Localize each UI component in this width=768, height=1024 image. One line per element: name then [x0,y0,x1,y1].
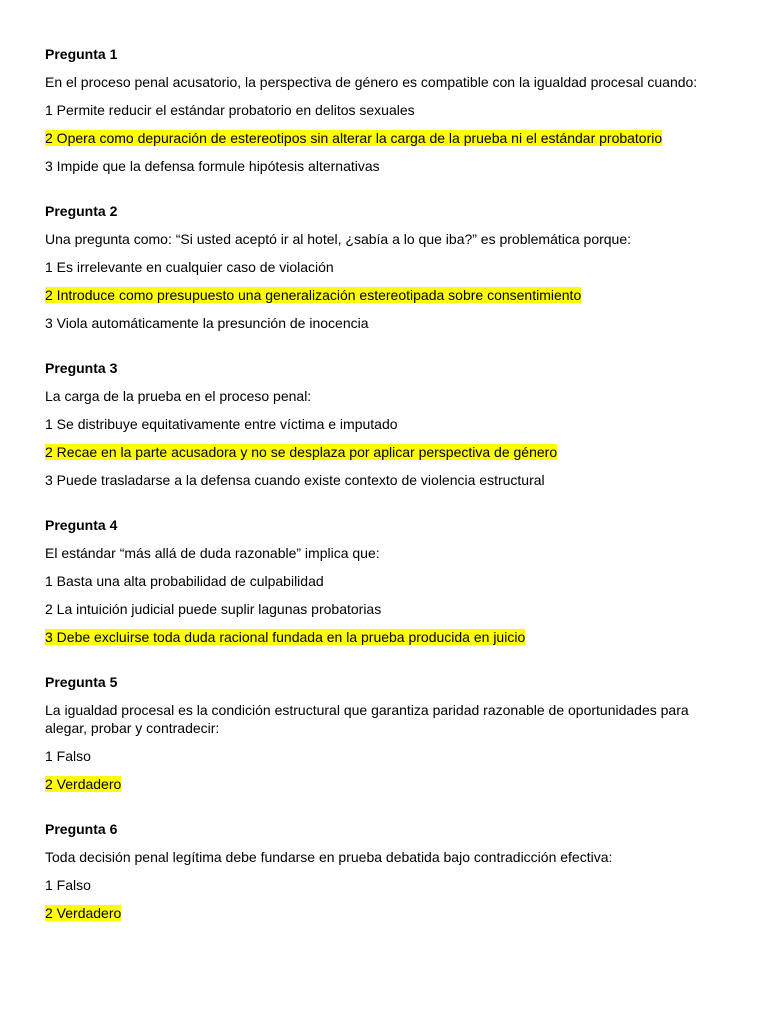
question-title: Pregunta 4 [45,517,118,533]
answer-option-label: 3 Puede trasladarse a la defensa cuando existe contexto de violencia estructural [45,472,545,488]
answer-option-label: 2 Verdadero [45,776,122,792]
answer-option-label: 1 Es irrelevante en cualquier caso de violación [45,259,334,275]
answer-option-label: 2 Introduce como presupuesto una generalización estereotipada sobre consentimiento [45,287,582,303]
question-text: Una pregunta como: “Si usted aceptó ir al hotel, ¿sabía a lo que iba?” es problemática porque: [45,231,632,247]
question-title: Pregunta 2 [45,203,118,219]
answer-option [45,415,715,433]
answer-option-label: 3 Viola automáticamente la presunción de inocencia [45,315,369,331]
question-block [45,359,715,489]
question-block [45,202,715,332]
answer-option-label: 1 Falso [45,877,91,893]
question-text: El estándar “más allá de duda razonable” implica que: [45,545,380,561]
answer-option-label: 1 Se distribuye equitativamente entre víctima e imputado [45,416,398,432]
answer-option-correct [45,443,715,461]
question-text: La igualdad procesal es la condición estructural que garantiza paridad razonable de oportunidades para alegar, probar y contradecir: [45,702,689,736]
question-title: Pregunta 6 [45,821,118,837]
answer-option-correct [45,904,715,922]
answer-option [45,314,715,332]
answer-option [45,572,715,590]
answer-option-correct [45,775,715,793]
question-title: Pregunta 3 [45,360,118,376]
answer-option [45,600,715,618]
question-block [45,45,715,175]
question-text: La carga de la prueba en el proceso penal: [45,388,312,404]
question-text: Toda decisión penal legítima debe fundarse en prueba debatida bajo contradicción efectiva: [45,849,613,865]
answer-option [45,101,715,119]
question-block [45,820,715,922]
answer-option-correct [45,129,715,147]
answer-option-correct [45,628,715,646]
answer-option-label: 1 Basta una alta probabilidad de culpabilidad [45,573,324,589]
answer-option-label: 2 Recae en la parte acusadora y no se desplaza por aplicar perspectiva de género [45,444,558,460]
question-block [45,516,715,646]
question-title: Pregunta 1 [45,46,118,62]
answer-option [45,747,715,765]
answer-option-label: 2 La intuición judicial puede suplir lagunas probatorias [45,601,382,617]
question-text: En el proceso penal acusatorio, la perspectiva de género es compatible con la igualdad procesal cuando: [45,74,698,90]
answer-option-label: 2 Verdadero [45,905,122,921]
question-title: Pregunta 5 [45,674,118,690]
answer-option-label: 3 Debe excluirse toda duda racional fundada en la prueba producida en juicio [45,629,526,645]
answer-option-label: 2 Opera como depuración de estereotipos sin alterar la carga de la prueba ni el estándar probatorio [45,130,663,146]
document-page [45,45,715,949]
answer-option-label: 1 Permite reducir el estándar probatorio en delitos sexuales [45,102,415,118]
answer-option [45,258,715,276]
answer-option [45,157,715,175]
answer-option-label: 1 Falso [45,748,91,764]
answer-option-label: 3 Impide que la defensa formule hipótesis alternativas [45,158,380,174]
answer-option-correct [45,286,715,304]
question-block [45,673,715,793]
answer-option [45,471,715,489]
answer-option [45,876,715,894]
